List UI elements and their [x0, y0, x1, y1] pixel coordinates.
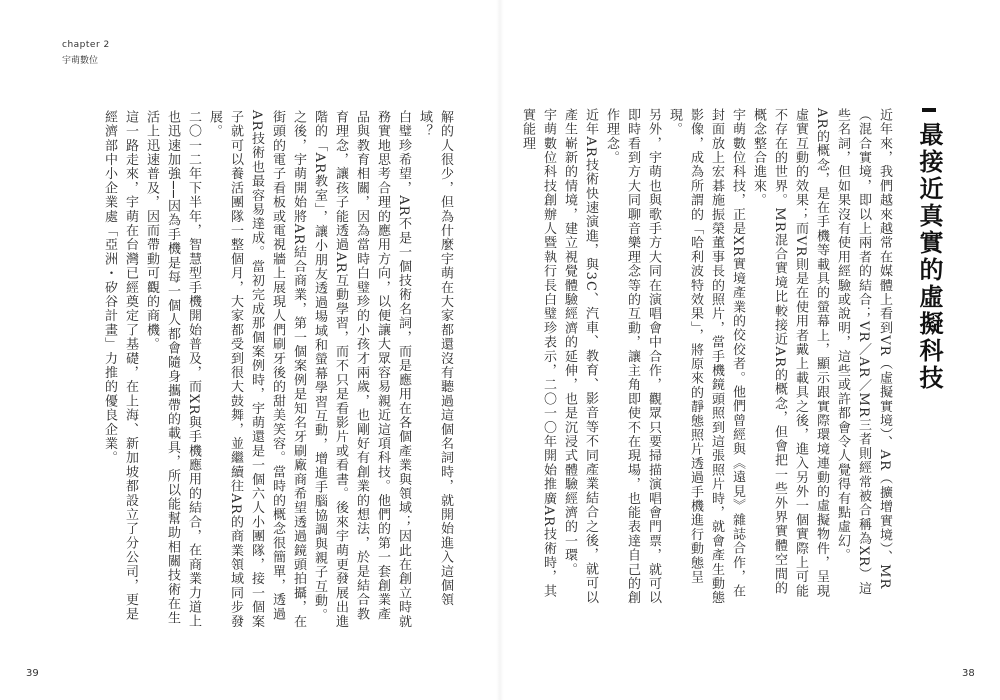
chapter-label: chapter 2: [62, 40, 110, 50]
chapter-title: 宇萌數位: [62, 56, 99, 66]
right-page-body: 近年來，我們越來越常在媒體上看到VR（虛擬實境）、AR（擴增實境）、MR（混合實境，即以上兩者的結合；VR／AR／MR三者則經常被合稱為XR）這些名詞，但如果沒有使用經驗或說明，這些或許都會令人覺得有點虛幻。 AR的概念，是在手機等載具的螢幕上，顯示跟實際環境連動的虛擬物件，呈現虛實互動的效果；而VR則是在使用者戴上載具之後，進入另外一個實際上可能不存在的世界。MR混合實境比較接近AR的概念，但會把一些外界實體空間的概念整合進來。 宇萌數位科技，正是XR實境產業的佼佼者。他們曾經與《遠見》雜誌合作，在封面放上宏碁施振榮董事長的照片，當手機鏡頭照到這張照片時，就會產生動態影像，成為所謂的「哈利波特效果」，將原來的靜態照片透過手機進行動態呈現。 另外，宇萌也與歌手方大同在演唱會中合作，觀眾只要掃描演唱會門票，就可以即時看到方大同聊音樂理念等的互動，讓主角即使不在現場，也能表達自己的創作理念。 近年AR技術快速演進，與3C、汽車、教育、影音等不同產業結合之後，就可以產生嶄新的情境，建立視覺體驗經濟的延伸，也是沉浸式體驗經濟的一環。 宇萌數位科技創辦人暨執行長白璧珍表示，二〇一〇年開始推廣AR技術時，其實能理: [520, 108, 892, 605]
section-heading: 最接近真實的虛擬科技: [915, 122, 943, 392]
book-gutter: [496, 0, 504, 700]
chapter-header: [62, 40, 110, 66]
section-heading-block: [914, 108, 944, 408]
page-number-left: 39: [26, 668, 39, 679]
heading-bar: [922, 108, 936, 112]
left-page-body: 解的人很少，但為什麼宇萌在大家都還沒有聽過這個名詞時，就開始進入這個領域？ 白璧珍希望，AR不是一個技術名詞，而是應用在各個產業與領域；因此在創立時就務實地思考合理的應用方向，以便讓大眾容易親近這項科技。他們的第一套創業產品與教育相關，因為當時白璧珍的小孩才兩歲，也剛好有創業的想法，於是結合教育理念，讓孩子能透過AR互動學習，而不只是看影片或看書。後來宇萌更發展出進階的「AR教室」，讓小朋友透過場域和螢幕學習互動，增進手腦協調與親子互動。 之後，宇萌開始將AR結合商業，第一個案例是知名牙刷廠商希望透過鏡頭拍攝，在街頭的電子看板或電視牆上展現人們刷牙後的甜美笑容。當時的概念很簡單，透過AR技術也最容易達成。當初完成那個案例時，宇萌還是一個六人小團隊，接一個案子就可以養活團隊一整個月，大家都受到很大鼓舞，並繼續往AR的商業領域同步發展。 二〇一二年下半年，智慧型手機開始普及，而XR與手機應用的結合，在商業力道上也迅速加強──因為手機是每一個人都會隨身攜帶的載具，所以能幫助相關技術在生活上迅速普及，因而帶動可觀的商機。 這一路走來，宇萌在台灣已經奠定了基礎，在上海、新加坡都設立了分公司，更是經濟部中小企業處「亞洲・矽谷計畫」力推的優良企業。: [102, 110, 453, 629]
page-number-right: 38: [962, 668, 975, 679]
